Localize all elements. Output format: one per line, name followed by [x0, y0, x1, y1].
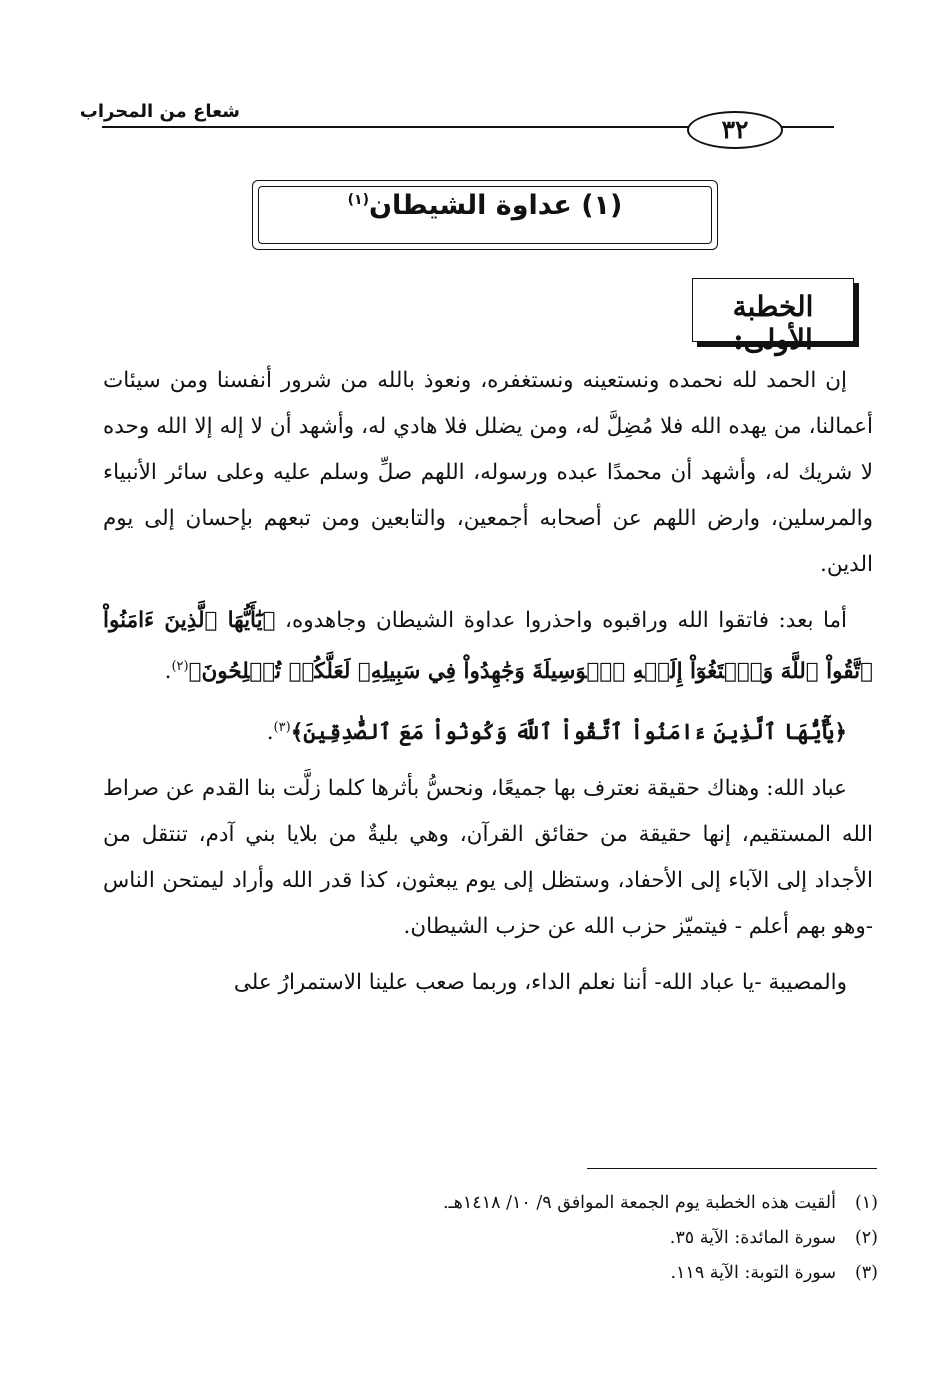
- footnote-text: سورة المائدة: الآية ٣٥.: [669, 1228, 836, 1248]
- quran-verse: ﴿يَٰٓأَيُّهَا ٱلَّذِينَ ءَامَنُواْ ٱتَّقُواْ ٱللَّهَ وَكُونُواْ مَعَ ٱلصَّٰدِقِينَ﴾: [290, 720, 847, 746]
- footnote-text: ألقيت هذه الخطبة يوم الجمعة الموافق ٩/ ١٠/ ١٤١٨هـ.: [442, 1193, 836, 1213]
- punctuation: .: [164, 659, 172, 685]
- punctuation: .: [266, 720, 274, 746]
- quran-verse: ﴿يَٰٓأَيُّهَا ٱلَّذِينَ ءَامَنُواْ ٱتَّقُواْ ٱللَّهَ وَٱبۡتَغُوٓاْ إِلَيۡهِ ٱلۡوَسِيلَةَ وَجَٰهِدُواْ فِي سَبِيلِهِۦ لَعَلَّكُمۡ تُفۡلِحُونَ﴾: [103, 608, 873, 685]
- paragraph-lead: أما بعد: فاتقوا الله وراقبوه واحذروا عداوة الشيطان وجاهدوه،: [285, 608, 847, 633]
- chapter-title: [253, 190, 717, 221]
- footnote-item: [98, 1186, 878, 1221]
- footnote-ref: (٢): [171, 659, 189, 674]
- paragraph-opening: إن الحمد لله نحمده ونستعينه ونستغفره، ونعوذ بالله من شرور أنفسنا ومن سيئات أعمالنا، من يهده الله فلا مُضِلَّ له، ومن يضلل فلا هادي له، وأشهد أن لا إله إلا الله وحده لا شريك له، وأشهد أن محمدًا عبده ورسوله، اللهم صلِّ وسلم عليه وعلى سائر الأنبياء والمرسلين، وارض اللهم عن أصحابه أجمعين، والتابعين ومن تبعهم بإحسان إلى يوم الدين.: [103, 368, 873, 577]
- chapter-title-frame: [252, 180, 718, 250]
- section-heading-box: [692, 278, 854, 356]
- footnote-text: سورة التوبة: الآية ١١٩.: [670, 1263, 836, 1283]
- paragraph-musiba: والمصيبة -يا عباد الله- أننا نعلم الداء، وربما صعب علينا الاستمرارُ على: [233, 970, 847, 996]
- footnote-item: [98, 1256, 878, 1291]
- footnote-ref: (٣): [273, 720, 291, 736]
- paragraph-verse: [103, 705, 873, 756]
- footnote-mark: (١): [854, 1193, 878, 1213]
- footnote-mark: (٣): [854, 1263, 878, 1283]
- footnotes: [98, 1186, 878, 1291]
- paragraph-ibad-allah: عباد الله: وهناك حقيقة نعترف بها جميعًا، ونحسُّ بأثرها كلما زلَّت بنا القدم عن صراط الله المستقيم، إنها حقيقة من حقائق القرآن، وهي بليةٌ من بلايا بني آدم، تنتقل من الأجداد إلى الآباء إلى الأحفاد، وستظل إلى يوم يبعثون، كذا قدر الله وأراد ليمتحن الناس -وهو بهم أعلم - فيتميّز حزب الله عن حزب الشيطان.: [103, 776, 873, 940]
- footnote-item: [98, 1221, 878, 1256]
- running-header-title: شعاع من المحراب: [79, 101, 240, 122]
- chapter-footnote-ref: (١): [347, 192, 369, 208]
- footnote-mark: (٢): [854, 1228, 878, 1248]
- footnote-separator: [587, 1168, 877, 1169]
- sermon-body: [103, 358, 873, 1016]
- paragraph-amma-bad: [103, 598, 873, 695]
- page-number: ٣٢: [687, 111, 783, 149]
- section-heading: الخطبة الأولى:: [732, 290, 814, 356]
- chapter-title-text: (١) عداوة الشيطان: [369, 190, 623, 221]
